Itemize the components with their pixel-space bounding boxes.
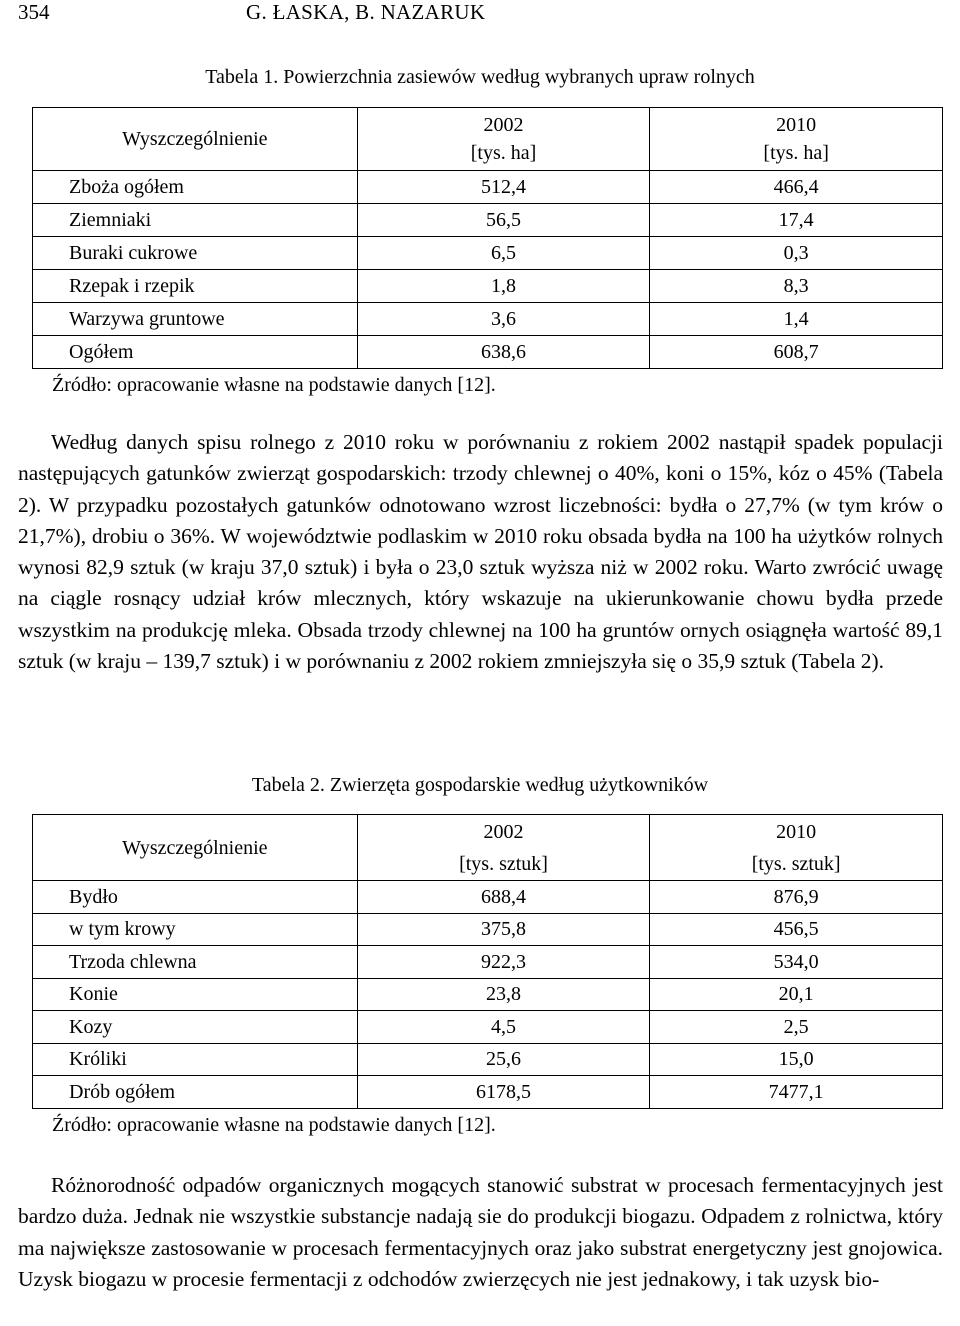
- row-label: Ziemniaki: [33, 204, 358, 237]
- table-row: [33, 978, 943, 1011]
- value-2002: 375,8: [357, 913, 650, 946]
- table2-year-2002: [357, 815, 650, 881]
- table2-year-2010-label: 2010: [776, 820, 817, 843]
- table1-caption: Tabela 1. Powierzchnia zasiewów według wybranych upraw rolnych: [205, 66, 755, 88]
- value-2002: 4,5: [357, 1011, 650, 1044]
- value-2002: 23,8: [357, 978, 650, 1011]
- table1-unit-2002: [tys. ha]: [470, 142, 537, 164]
- table-row: [33, 881, 943, 914]
- paragraph-2: Różnorodność odpadów organicznych mogących stanowić substrat w procesach fermentacyjnych jest bardzo duża. Jednak nie wszystkie substancje nadają sie do produkcji biogazu. Odpadem z rolnictwa, który ma największe zastosowanie w procesach fermentacyjnych oraz jako substrat energetyczny jest gnojowica. Uzysk biogazu w procesie fermentacji z odchodów zwierzęcych nie jest jednakowy, i tak uzysk bio-: [18, 1173, 943, 1291]
- value-2010: 15,0: [650, 1043, 943, 1076]
- row-label: Konie: [33, 978, 358, 1011]
- value-2010: 466,4: [650, 171, 943, 204]
- value-2010: 2,5: [650, 1011, 943, 1044]
- table2-year-2010: [650, 815, 943, 881]
- row-label: Króliki: [33, 1043, 358, 1076]
- row-label: Ogółem: [33, 336, 358, 369]
- value-2010: 17,4: [650, 204, 943, 237]
- value-2010: 20,1: [650, 978, 943, 1011]
- value-2002: 512,4: [357, 171, 650, 204]
- table2-caption: Tabela 2. Zwierzęta gospodarskie według użytkowników: [251, 774, 709, 796]
- table-row: [33, 270, 943, 303]
- table1-year-2002-label: 2002: [483, 114, 524, 136]
- value-2002: 1,8: [357, 270, 650, 303]
- value-2002: 638,6: [357, 336, 650, 369]
- table2-col-label: Wyszczególnienie: [33, 815, 358, 881]
- value-2002: 688,4: [357, 881, 650, 914]
- value-2010: 1,4: [650, 303, 943, 336]
- value-2010: 534,0: [650, 946, 943, 979]
- table-row: [33, 946, 943, 979]
- row-label: Bydło: [33, 881, 358, 914]
- table-row: [33, 303, 943, 336]
- row-label: Trzoda chlewna: [33, 946, 358, 979]
- row-label: Warzywa gruntowe: [33, 303, 358, 336]
- value-2010: 0,3: [650, 237, 943, 270]
- value-2002: 6,5: [357, 237, 650, 270]
- table-row: [33, 204, 943, 237]
- page-number: 354: [18, 0, 50, 24]
- value-2002: 25,6: [357, 1043, 650, 1076]
- running-header-authors: G. ŁASKA, B. NAZARUK: [246, 0, 486, 24]
- value-2010: 8,3: [650, 270, 943, 303]
- table-row: [33, 171, 943, 204]
- row-label: Drób ogółem: [33, 1076, 358, 1109]
- value-2002: 6178,5: [357, 1076, 650, 1109]
- table1-header-row: [33, 108, 943, 171]
- table2-source: Źródło: opracowanie własne na podstawie danych [12].: [52, 1114, 496, 1136]
- table-row: [33, 1011, 943, 1044]
- table2-unit-2010: [tys. sztuk]: [751, 852, 841, 875]
- table2-year-2002-label: 2002: [483, 820, 524, 843]
- row-label: Kozy: [33, 1011, 358, 1044]
- value-2010: 608,7: [650, 336, 943, 369]
- row-label: Buraki cukrowe: [33, 237, 358, 270]
- table1-source: Źródło: opracowanie własne na podstawie danych [12].: [52, 374, 496, 396]
- table2-unit-2002: [tys. sztuk]: [459, 852, 548, 875]
- value-2002: 56,5: [357, 204, 650, 237]
- row-label: Zboża ogółem: [33, 171, 358, 204]
- table2: [32, 814, 943, 1109]
- table1-unit-2010: [tys. ha]: [763, 142, 829, 164]
- value-2010: 876,9: [650, 881, 943, 914]
- paragraph-1: Według danych spisu rolnego z 2010 roku w porównaniu z rokiem 2002 nastąpił spadek populacji następujących gatunków zwierząt gospodarskich: trzody chlewnej o 40%, koni o 15%, kóz o 45% (Tabela 2). W przypadku pozostałych gatunków odnotowano wzrost liczebności: bydła o 27,7% (w tym krów o 21,7%), drobiu o 36%. W województwie podlaskim w 2010 roku obsada bydła na 100 ha użytków rolnych wynosi 82,9 sztuk (w kraju 37,0 sztuk) i była o 23,0 sztuk wyższa niż w 2002 roku. Warto zwrócić uwagę na ciągle rosnący udział krów mlecznych, który wskazuje na ukierunkowanie chowu bydła przede wszystkim na produkcję mleka. Obsada trzody chlewnej na 100 ha gruntów ornych osiągnęła wartość 89,1 sztuk (w kraju – 139,7 sztuk) i w porównaniu z 2002 rokiem zmniejszyła się o 35,9 sztuk (Tabela 2).: [18, 430, 943, 674]
- table1-year-2010-label: 2010: [776, 114, 817, 136]
- table-row: [33, 237, 943, 270]
- table-row: [33, 913, 943, 946]
- table1: [32, 107, 943, 369]
- value-2010: 7477,1: [650, 1076, 943, 1109]
- value-2010: 456,5: [650, 913, 943, 946]
- value-2002: 922,3: [357, 946, 650, 979]
- row-label: w tym krowy: [33, 913, 358, 946]
- table1-year-2002: [357, 108, 650, 171]
- table2-header-row: [33, 815, 943, 881]
- table1-col-label: Wyszczególnienie: [33, 108, 358, 171]
- table-row: [33, 1043, 943, 1076]
- table-row: [33, 336, 943, 369]
- table1-year-2010: [650, 108, 943, 171]
- row-label: Rzepak i rzepik: [33, 270, 358, 303]
- value-2002: 3,6: [357, 303, 650, 336]
- table-row: [33, 1076, 943, 1109]
